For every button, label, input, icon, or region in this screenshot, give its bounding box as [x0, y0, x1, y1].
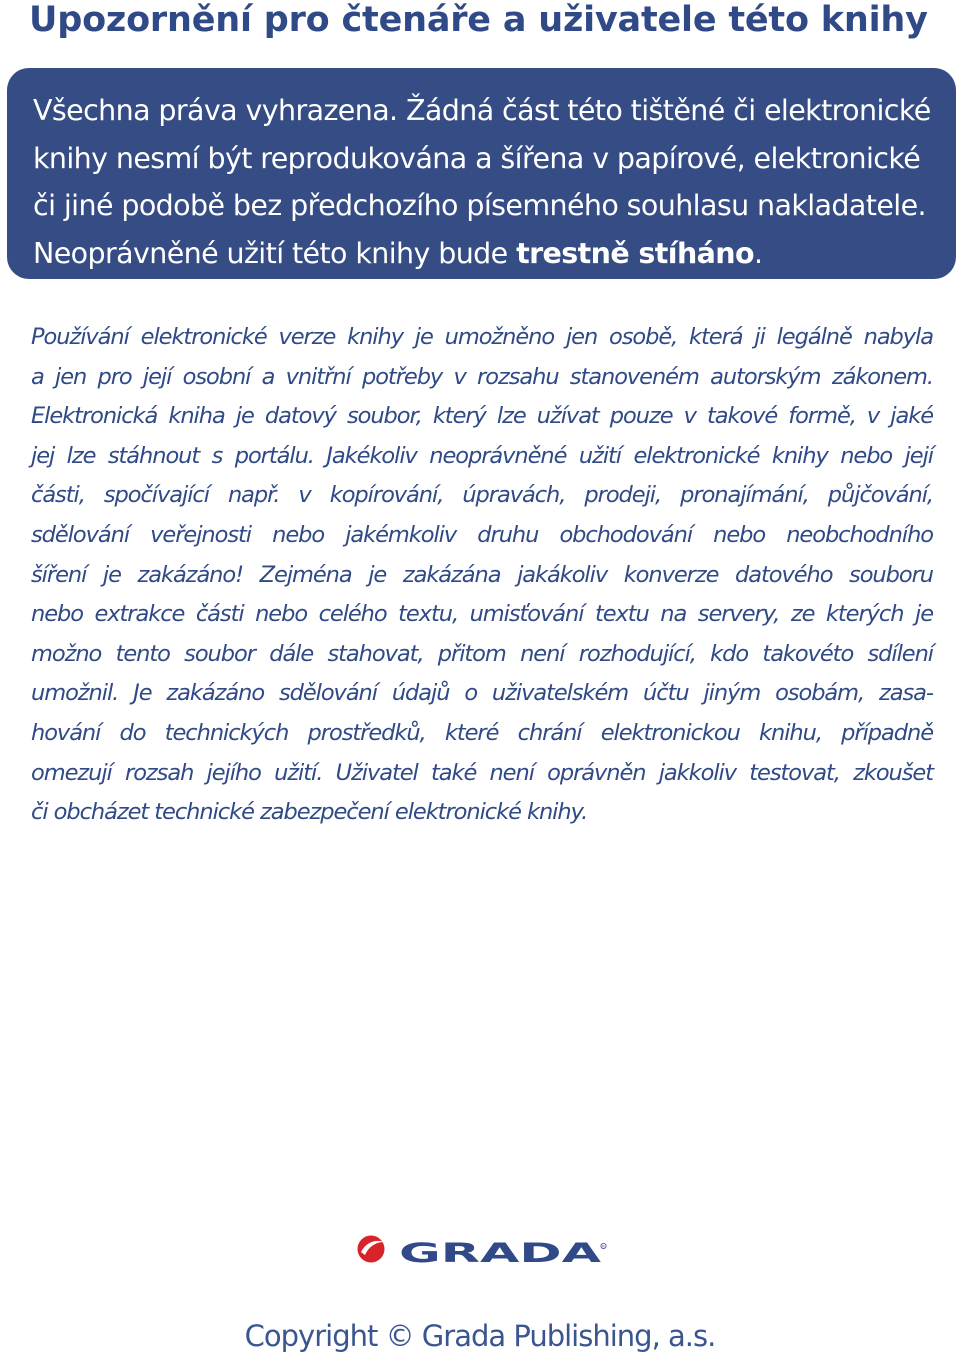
notice-line: knihy nesmí být reprodukována a šířena v papírové, elektronické — [33, 141, 921, 175]
paragraph-line: a jen pro její osobní a vnitřní potřeby v rozsahu stanoveném autorským zákonem. — [31, 363, 933, 390]
grada-wordmark: GRADA — [399, 1238, 602, 1269]
paragraph-line: či obcházet technické zabezpečení elektronické knihy. — [31, 799, 588, 826]
notice-line: Všechna práva vyhrazena. Žádná část této tištěné či elektronické — [33, 94, 931, 127]
paragraph-line: nebo extrakce části nebo celého textu, umisťování textu na servery, ze kterých je — [31, 601, 933, 628]
notice-emphasis: trestně stíháno — [516, 236, 754, 270]
notice-line: či jiné podobě bez předchozího písemného souhlasu nakladatele. — [33, 189, 927, 222]
paragraph-line: možno tento soubor dále stahovat, přitom není rozhodující, kdo takovéto sdílení — [31, 640, 933, 667]
paragraph-line: hování do technických prostředků, které chrání elektronickou knihu, případně — [31, 719, 933, 746]
svg-text:R: R — [602, 1243, 605, 1249]
paragraph-line: Elektronická kniha je datový soubor, který lze užívat pouze v takové formě, v jaké — [31, 403, 933, 430]
paragraph-line: omezují rozsah jejího užití. Uživatel také není oprávněn jakkoliv testovat, zkoušet — [31, 759, 933, 786]
paragraph-line: jej lze stáhnout s portálu. Jakékoliv neoprávněné užití elektronické knihy nebo její — [31, 442, 933, 469]
usage-terms-paragraph — [31, 318, 933, 833]
paragraph-line: části, spočívající např. v kopírování, úpravách, prodeji, pronajímání, půjčování, — [31, 482, 933, 509]
paragraph-line: umožnil. Je zakázáno sdělování údajů o uživatelském účtu jiným osobám, zasa- — [31, 680, 933, 707]
page-title: Upozornění pro čtenáře a uživatele této knihy — [29, 0, 928, 40]
grada-logo — [357, 1233, 607, 1269]
notice-last-suffix: . — [753, 236, 763, 270]
copyright-notice-box — [7, 68, 956, 279]
copyright-footer: Copyright © Grada Publishing, a.s. — [244, 1319, 716, 1353]
paragraph-line: šíření je zakázáno! Zejména je zakázána jakákoliv konverze datového souboru — [31, 561, 933, 588]
notice-last-prefix: Neoprávněné užití této knihy bude — [33, 236, 517, 270]
grada-swoosh-icon — [358, 1236, 385, 1263]
notice-text — [33, 87, 956, 277]
notice-line-last — [33, 230, 956, 278]
paragraph-line: Používání elektronické verze knihy je umožněno jen osobě, která ji legálně nabyla — [31, 324, 933, 350]
paragraph-line: sdělování veřejnosti nebo jakémkoliv druhu obchodování nebo neobchodního — [31, 521, 933, 548]
